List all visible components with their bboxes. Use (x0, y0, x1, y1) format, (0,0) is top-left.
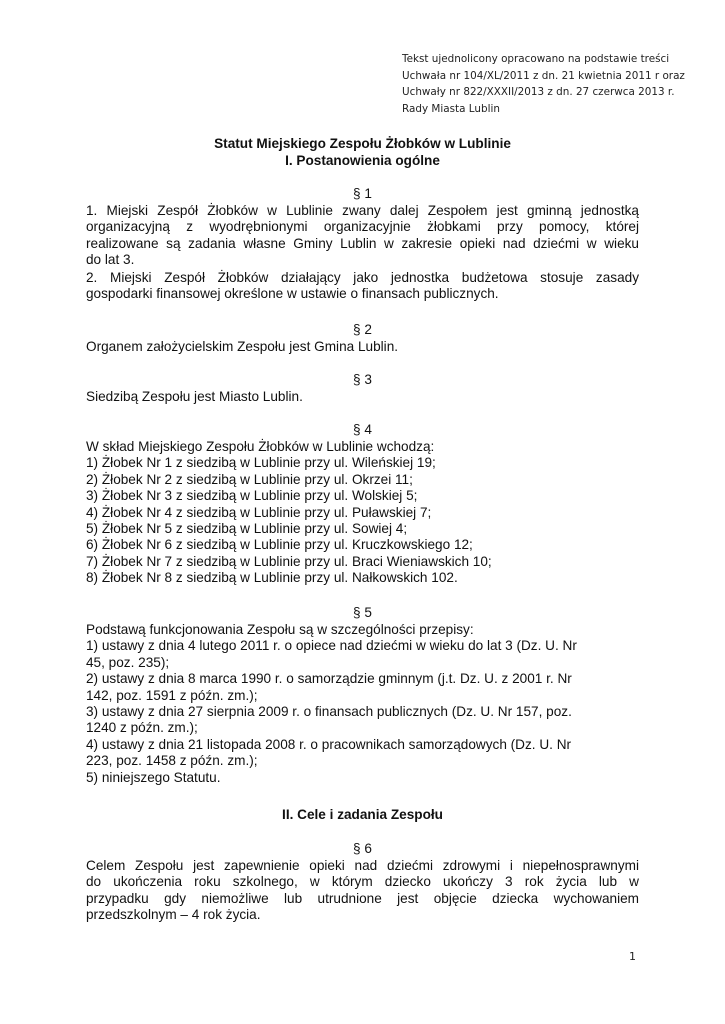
title-line: Statut Miejskiego Zespołu Żłobków w Lublinie (214, 136, 511, 151)
list-item: 6) Żłobek Nr 6 z siedzibą w Lublinie przy ul. Kruczkowskiego 12; (86, 537, 473, 553)
chapter-2-title: II. Cele i zadania Zespołu (282, 807, 443, 822)
text-line: 1) ustawy z dnia 4 lutego 2011 r. o opiece nad dziećmi w wieku do lat 3 (Dz. U. Nr (86, 638, 577, 654)
text-line: gospodarki finansowej określone w ustawie o finansach publicznych. (86, 286, 499, 302)
section-3-mark: § 3 (353, 372, 372, 387)
text-line: przedszkolnym – 4 rok życia. (86, 907, 261, 923)
list-item: 5) Żłobek Nr 5 z siedzibą w Lublinie przy ul. Sowiej 4; (86, 521, 408, 537)
text-line: 1. Miejski Zespół Żłobków w Lublinie zwany dalej Zespołem jest gminną jednostką (86, 203, 639, 218)
section-5-mark: § 5 (353, 605, 372, 620)
section-1-mark: § 1 (353, 186, 372, 201)
text-line: Celem Zespołu jest zapewnienie opieki nad dziećmi zdrowymi i niepełnosprawnymi (86, 858, 639, 873)
text-line: 2) ustawy z dnia 8 marca 1990 r. o samorządzie gminnym (j.t. Dz. U. z 2001 r. Nr (86, 671, 572, 687)
section-1-paragraph-2 (86, 270, 639, 303)
text-line: realizowane są zadania własne Gminy Lublin w zakresie opieki nad dziećmi w wieku (86, 235, 639, 251)
list-item: 2) Żłobek Nr 2 z siedzibą w Lublinie przy ul. Okrzei 11; (86, 471, 413, 487)
list-item: 4) Żłobek Nr 4 z siedzibą w Lublinie przy ul. Puławskiej 7; (86, 504, 432, 520)
text-line: do ukończenia roku szkolnego, w którym dziecko ukończy 3 rok życia lub w (86, 874, 639, 890)
section-6-mark: § 6 (353, 841, 372, 856)
page-number: 1 (629, 950, 636, 963)
text-line: 5) niniejszego Statutu. (86, 769, 221, 785)
section-4-list (86, 439, 639, 587)
header-note-line: Rady Miasta Lublin (402, 103, 500, 116)
text-line: 223, poz. 1458 z późn. zm.); (86, 753, 258, 769)
text-line: 45, poz. 235); (86, 654, 170, 670)
chapter-1-title: I. Postanowienia ogólne (285, 152, 440, 168)
section-5-list (86, 622, 639, 786)
header-note-line: Tekst ujednolicony opracowano na podstawie treści (402, 53, 670, 65)
section-6-paragraph (86, 858, 639, 924)
header-note-line: Uchwała nr 104/XL/2011 z dn. 21 kwietnia 2011 r oraz (402, 69, 685, 82)
text-line: organizacyjną z wyodrębnionymi organizacyjnie żłobkami przy pomocy, której (86, 219, 639, 235)
text-line: 142, poz. 1591 z późn. zm.); (86, 687, 258, 703)
section-3-text: Siedzibą Zespołu jest Miasto Lublin. (86, 389, 303, 404)
text-line: Podstawą funkcjonowania Zespołu są w szczególności przepisy: (86, 622, 474, 637)
section-2-mark: § 2 (353, 322, 372, 337)
header-note-line: Uchwały nr 822/XXXII/2013 z dn. 27 czerwca 2013 r. (402, 86, 675, 99)
list-item: 8) Żłobek Nr 8 z siedzibą w Lublinie przy ul. Nałkowskich 102. (86, 570, 458, 586)
text-line: przypadku gdy niemożliwe lub utrudnione jest objęcie dziecka wychowaniem (86, 890, 639, 906)
text-line: 3) ustawy z dnia 27 sierpnia 2009 r. o finansach publicznych (Dz. U. Nr 157, poz. (86, 704, 572, 720)
section-2-text: Organem założycielskim Zespołu jest Gmina Lublin. (86, 339, 399, 354)
list-item: 1) Żłobek Nr 1 z siedzibą w Lublinie przy ul. Wileńskiej 19; (86, 455, 436, 471)
document-title (0, 136, 725, 169)
text-line: 1240 z późn. zm.); (86, 720, 198, 736)
list-intro: W skład Miejskiego Zespołu Żłobków w Lublinie wchodzą: (86, 439, 435, 454)
section-4-mark: § 4 (353, 422, 372, 437)
text-line: 2. Miejski Zespół Żłobków działający jako jednostka budżetowa stosuje zasady (86, 270, 639, 285)
list-item: 3) Żłobek Nr 3 z siedzibą w Lublinie przy ul. Wolskiej 5; (86, 488, 418, 504)
header-note (402, 51, 702, 118)
list-item: 7) Żłobek Nr 7 z siedzibą w Lublinie przy ul. Braci Wieniawskich 10; (86, 553, 492, 569)
text-line: 4) ustawy z dnia 21 listopada 2008 r. o pracownikach samorządowych (Dz. U. Nr (86, 736, 572, 752)
text-line: do lat 3. (86, 252, 135, 268)
section-1-paragraph-1 (86, 203, 639, 269)
